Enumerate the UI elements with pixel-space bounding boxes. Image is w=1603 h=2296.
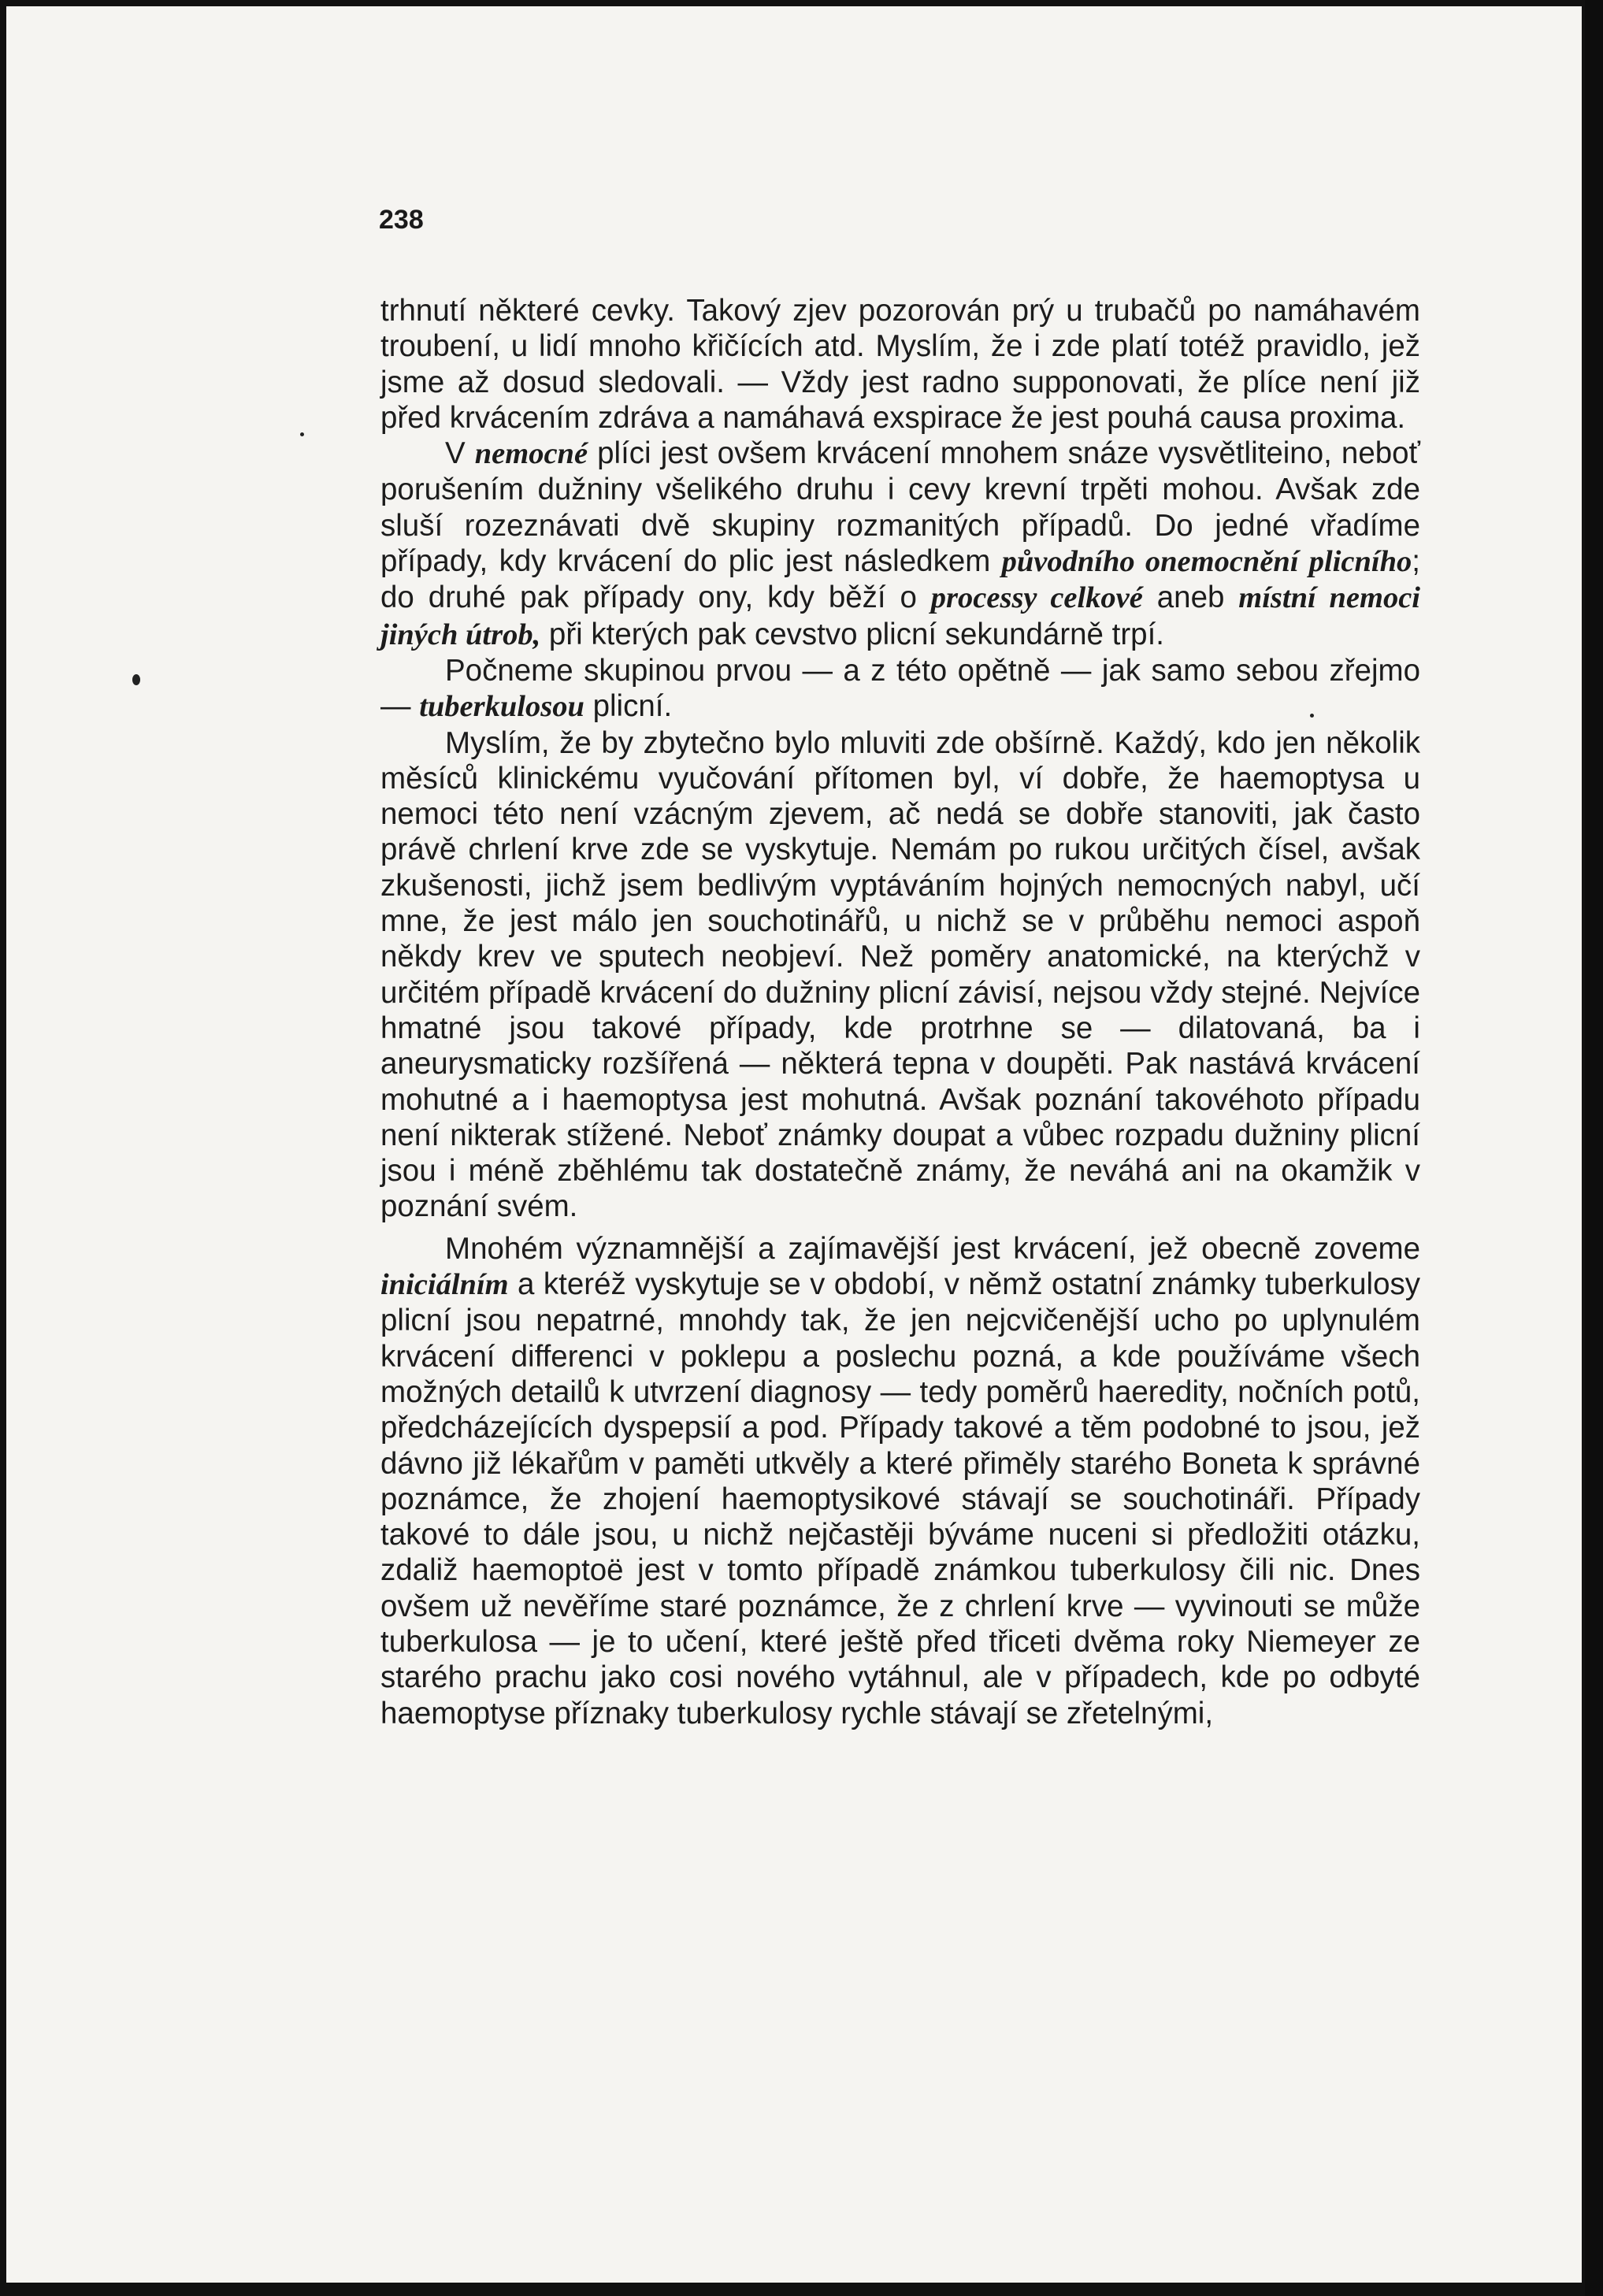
emphasized-text: nemocné <box>474 437 588 471</box>
scan-edge <box>1585 0 1603 2296</box>
paragraph <box>380 293 1420 436</box>
text-run: Počneme skupinou prvou — a z této opětně — jak samo sebou zřejmo — <box>380 653 1420 724</box>
page-number: 238 <box>379 205 424 235</box>
text-run: a kteréž vyskytuje se v období, v němž ostatní známky tuberkulosy plicní jsou nepatrné, mnohdy tak, že jen nejcvičenější ucho po uplynulém krvácení differenci v poklepu a poslechu pozná, a kde používáme všech možných detailů k utvrzení diagnosy — tedy poměrů haeredity, nočních potů, předcházejících dyspepsií a pod. Případy takové a těm podobné to jsou, jež dávno již lékařům v paměti utkvěly a které přiměly starého Boneta k správné poznámce, že zhojení haemoptysikové stávají se souchotináři. Případy takové to dále jsou, u nichž nejčastěji býváme nuceni si předložiti otázku, zdaliž haemoptoë jest v tomto případě známkou tuberkulosy čili nic. Dnes ovšem už nevěříme staré poznámce, že z chrlení krve — vyvinouti se může tuberkulosa — je to učení, které ještě před třiceti dvěma roky Niemeyer ze starého prachu jako cosi nového vytáhnul, ale v případech, kde po odbyté haemoptyse příznaky tuberkulosy rychle stávají se zřetelnými, <box>380 1267 1420 1730</box>
text-run: plicní. <box>584 689 673 724</box>
text-run: ; do druhé pak případy ony, kdy běží o <box>380 544 1420 615</box>
emphasized-text: iniciálním <box>380 1268 509 1302</box>
emphasized-text: processy celkové <box>930 581 1143 615</box>
text-run: Mnohém významnější a zajímavější jest krvácení, jež obecně zoveme <box>445 1231 1420 1266</box>
margin-speck <box>132 674 140 685</box>
paragraph <box>380 653 1420 725</box>
text-run: plíci jest ovšem krvácení mnohem snáze vysvětliteino, neboť porušením dužniny všelikého druhu i cevy krevní trpěti mohou. Avšak zde sluší rozeznávati dvě skupiny rozmanitých případů. Do jedné vřadíme případy, kdy krvácení do plic jest následkem <box>380 436 1420 579</box>
text-run: trhnutí některé cevky. Takový zjev pozorován prý u trubačů po namáhavém troubení, u lidí mnoho křičících atd. Myslím, že i zde platí totéž pravidlo, jež jsme až dosud sledovali. — Vždy jest radno supponovati, že plíce není již před krvácením zdráva a namáhavá exspirace že jest pouhá causa proxima. <box>380 294 1420 435</box>
text-run: při kterých pak cevstvo plicní sekundárně trpí. <box>540 617 1164 651</box>
text-run: aneb <box>1142 580 1239 615</box>
margin-speck <box>1310 714 1314 718</box>
margin-speck <box>300 432 304 436</box>
text-run: V <box>445 436 475 471</box>
paragraph <box>380 1231 1420 1731</box>
emphasized-text: tuberkulosou <box>419 690 584 724</box>
emphasized-text: původního onemocnění plicního <box>1001 545 1412 579</box>
body-text <box>380 293 1420 1731</box>
text-run: Myslím, že by zbytečno bylo mluviti zde obšírně. Každý, kdo jen několik měsíců klinickému vyučování přítomen byl, ví dobře, že haemoptysa u nemoci této není vzácným zjevem, ač nedá se dobře stanoviti, jak často právě chrlení krve zde se vyskytuje. Nemám po rukou určitých čísel, avšak zkušenosti, jichž jsem bedlivým vyptáváním hojných nemocných nabyl, učí mne, že jest málo jen souchotinářů, u nichž se v průběhu nemoci aspoň někdy krev ve sputech neobjeví. Než poměry anatomické, na kterýchž v určitém případě krvácení do dužniny plicní závisí, nejsou vždy stejné. Nejvíce hmatné jsou takové případy, kde protrhne se — dilatovaná, ba i aneurysmaticky rozšířená — některá tepna v doupěti. Pak nastává krvácení mohutné a i haemoptysa jest mohutná. Avšak poznání takovéhoto případu není nikterak stížené. Neboť známky doupat a vůbec rozpadu dužniny plicní jsou i méně zběhlému tak dostatečně známy, že neváhá ani na okamžik v poznání svém. <box>380 725 1420 1224</box>
paragraph <box>380 725 1420 1225</box>
book-page <box>6 6 1582 2283</box>
emphasized-text: místní nemoci jiných útrob, <box>380 581 1420 651</box>
paragraph <box>380 436 1420 653</box>
